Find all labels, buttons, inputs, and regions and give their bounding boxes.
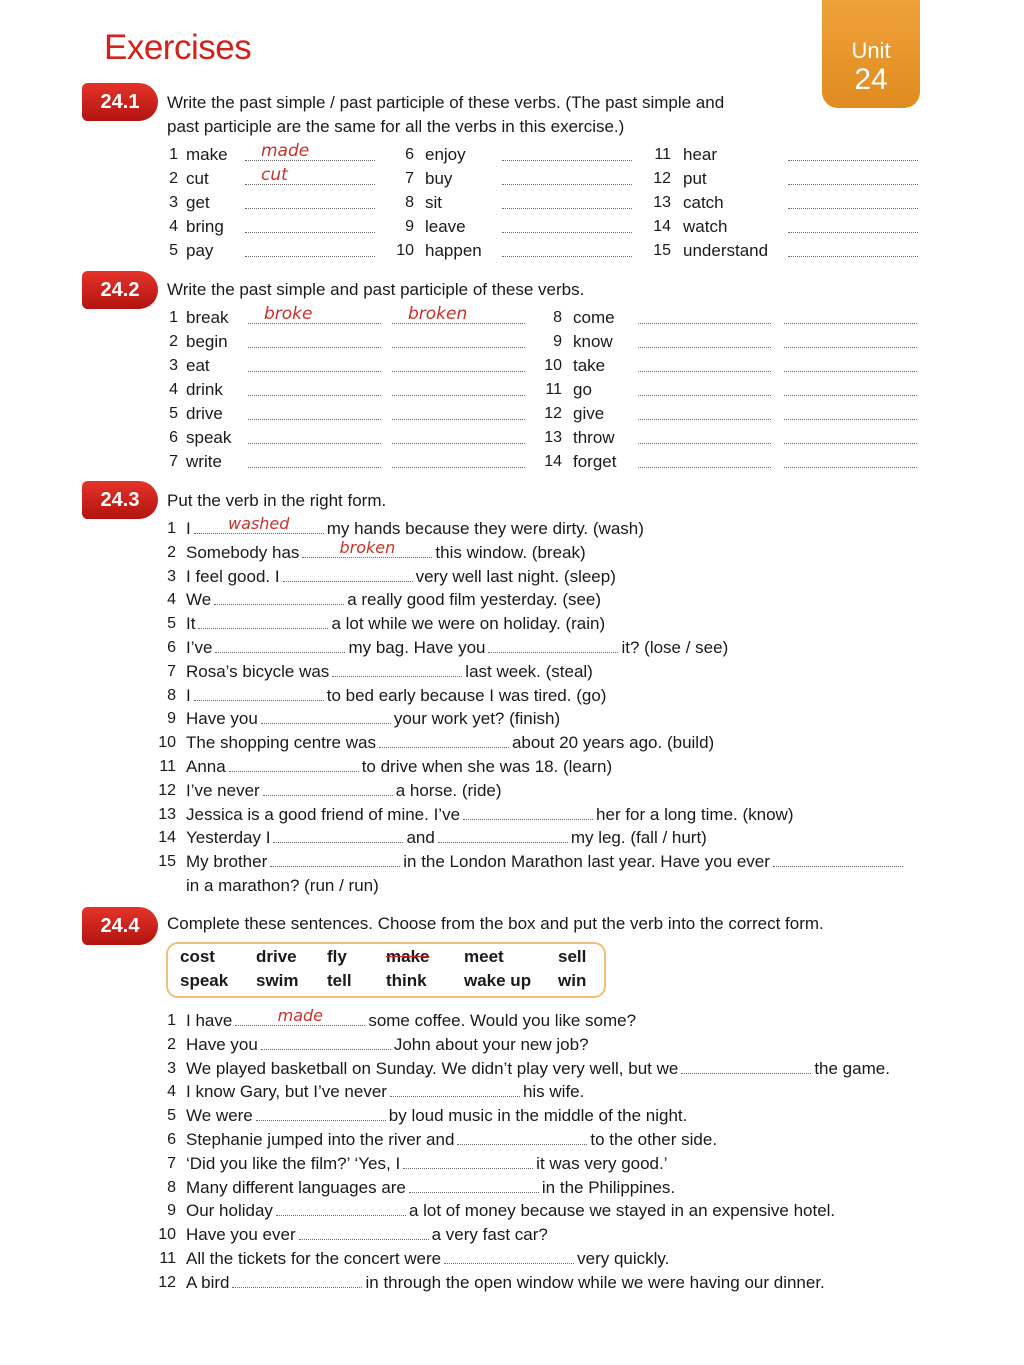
sentence <box>186 708 560 730</box>
sentence <box>186 613 605 635</box>
verb-label: pay <box>186 241 214 260</box>
sentence-text: my hands because they were dirty. (wash) <box>326 519 644 538</box>
sentence <box>186 589 601 611</box>
verb-label: come <box>573 308 615 327</box>
past-simple-blank[interactable] <box>638 443 771 444</box>
verb-label: drive <box>186 404 223 423</box>
sentence <box>186 827 707 849</box>
sentence-text: The shopping centre was <box>186 733 376 753</box>
answer-blank[interactable] <box>788 160 918 161</box>
past-simple-blank[interactable] <box>248 395 381 396</box>
sentence-text: Anna <box>186 757 226 776</box>
sentence-text: a lot while we were on holiday. (rain) <box>331 614 606 634</box>
answer-blank[interactable] <box>261 710 391 724</box>
verb-label: get <box>186 193 210 212</box>
item-number: 10 <box>396 242 414 259</box>
verb-label: hear <box>683 145 718 164</box>
handwritten-answer: broken <box>339 537 396 557</box>
item-number: 9 <box>553 333 562 350</box>
item-number: 12 <box>544 405 562 422</box>
unit-label: Unit <box>851 38 891 63</box>
sentence-text: very well last night. (sleep) <box>415 566 616 586</box>
box-word: tell <box>327 971 352 990</box>
sentence-text: Many different languages are <box>186 1177 406 1197</box>
verb-label: speak <box>186 428 232 447</box>
answer-blank[interactable] <box>215 639 345 653</box>
answer-blank[interactable] <box>194 687 324 701</box>
sentence-text: Our holiday <box>186 1201 273 1221</box>
answer-blank[interactable] <box>390 1083 520 1097</box>
sentence-text: in through the open window while we were having our dinner. <box>365 1272 825 1292</box>
answer-blank[interactable] <box>299 1226 429 1240</box>
answer-blank[interactable] <box>276 1202 406 1216</box>
past-participle-blank[interactable] <box>784 371 917 372</box>
verb-label: know <box>573 332 613 351</box>
sentence-text: I’ve <box>186 638 213 657</box>
sentence-text: a really good film yesterday. (see) <box>347 590 602 610</box>
sentence-text: Jessica is a good friend of mine. I’ve <box>186 804 461 824</box>
sentence-text: Yesterday I <box>186 828 271 848</box>
item-number: 10 <box>158 1226 176 1244</box>
verb-label: break <box>186 308 229 327</box>
sentence <box>186 732 714 754</box>
sentence-text: I <box>186 685 191 705</box>
item-number: 10 <box>544 357 562 374</box>
verb-label: sit <box>425 193 442 212</box>
answer-blank[interactable] <box>283 568 413 582</box>
answer-blank[interactable] <box>457 1131 587 1145</box>
sentence-text: last week. (steal) <box>465 661 593 681</box>
sentence-continuation: in a marathon? (run / run) <box>186 876 379 895</box>
sentence <box>186 1034 589 1056</box>
handwritten-answer: cut <box>261 165 288 185</box>
sentence <box>186 1200 835 1222</box>
item-number: 8 <box>553 309 562 326</box>
sentence-text: We were <box>186 1106 253 1126</box>
past-participle-blank[interactable] <box>392 395 525 396</box>
item-number: 1 <box>167 520 176 537</box>
box-word: meet <box>464 947 504 966</box>
item-number: 9 <box>405 218 414 235</box>
past-simple-blank[interactable] <box>248 443 381 444</box>
item-number: 8 <box>167 1178 176 1196</box>
sentence-text: I have <box>186 1011 233 1030</box>
sentence-text: All the tickets for the concert were <box>186 1249 442 1268</box>
verb-label: enjoy <box>425 145 466 164</box>
answer-blank[interactable] <box>235 1006 365 1026</box>
answer-blank[interactable] <box>788 232 918 233</box>
answer-blank[interactable] <box>245 256 375 257</box>
item-number: 2 <box>167 543 176 561</box>
answer-blank[interactable] <box>788 208 918 209</box>
answer-blank[interactable] <box>788 256 918 257</box>
sentence-text: my bag. Have you <box>348 638 486 657</box>
exercise-number-badge: 24.1 <box>82 83 158 121</box>
answer-blank[interactable] <box>379 734 509 748</box>
sentence-text: ‘Did you like the film?’ ‘Yes, I <box>186 1153 401 1173</box>
item-number: 11 <box>159 758 176 775</box>
item-number: 1 <box>167 1012 176 1029</box>
item-number: 2 <box>169 170 178 187</box>
answer-blank[interactable] <box>773 853 903 867</box>
item-number: 12 <box>158 1273 176 1291</box>
past-simple-blank[interactable] <box>638 395 771 396</box>
box-word: think <box>386 971 427 990</box>
past-participle-blank[interactable] <box>784 323 917 324</box>
past-simple-blank[interactable] <box>638 347 771 348</box>
item-number: 5 <box>167 615 176 633</box>
sentence <box>186 1177 675 1199</box>
sentence <box>186 1272 825 1294</box>
verb-label: eat <box>186 356 210 375</box>
sentence-text: a very fast car? <box>431 1225 548 1245</box>
sentence-text: We <box>186 590 212 610</box>
handwritten-answer: made <box>261 141 310 161</box>
sentence-text: about 20 years ago. (build) <box>511 733 715 753</box>
sentence-text: I feel good. I <box>186 566 280 586</box>
sentence-text: It <box>186 614 196 634</box>
item-number: 8 <box>405 194 414 211</box>
sentence <box>186 685 606 707</box>
past-participle-blank[interactable] <box>784 467 917 468</box>
answer-blank[interactable] <box>681 1060 811 1074</box>
item-number: 11 <box>159 1250 176 1267</box>
item-number: 9 <box>167 1202 176 1220</box>
verb-label: buy <box>425 169 453 188</box>
item-number: 3 <box>167 1059 176 1077</box>
sentence <box>186 1224 548 1246</box>
answer-blank[interactable] <box>232 1274 362 1288</box>
past-participle-blank[interactable] <box>392 443 525 444</box>
item-number: 11 <box>654 146 671 163</box>
sentence-text: by loud music in the middle of the night. <box>388 1106 688 1126</box>
item-number: 14 <box>653 218 671 235</box>
sentence <box>186 1129 717 1151</box>
sentence <box>186 1153 668 1175</box>
item-number: 6 <box>405 146 414 163</box>
sentence-text: your work yet? (finish) <box>393 709 561 729</box>
item-number: 15 <box>158 853 176 871</box>
item-number: 13 <box>158 805 176 823</box>
sentence-text: I know Gary, but I’ve never <box>186 1082 387 1102</box>
sentence-text: it? (lose / see) <box>621 638 729 657</box>
answer-blank[interactable] <box>332 663 462 677</box>
verb-label: make <box>186 145 228 164</box>
handwritten-answer: washed <box>228 514 290 533</box>
sentence-text: in the Philippines. <box>541 1177 676 1197</box>
item-number: 5 <box>169 405 178 422</box>
sentence-text: a horse. (ride) <box>395 780 502 800</box>
handwritten-answer: made <box>277 1006 323 1025</box>
sentence <box>186 1058 890 1080</box>
item-number: 13 <box>544 429 562 446</box>
answer-blank[interactable] <box>438 829 568 843</box>
verb-label: bring <box>186 217 224 236</box>
sentence <box>186 1081 584 1103</box>
sentence-text: I <box>186 519 191 538</box>
sentence-text: in the London Marathon last year. Have you ever <box>403 852 770 872</box>
box-word: sell <box>558 947 587 966</box>
item-number: 1 <box>169 146 178 163</box>
answer-blank[interactable] <box>194 514 324 534</box>
sentence <box>186 804 794 826</box>
sentence-text: Have you <box>186 1034 258 1054</box>
item-number: 7 <box>167 662 176 680</box>
past-simple-blank[interactable] <box>248 419 381 420</box>
past-simple-blank[interactable] <box>638 323 771 324</box>
sentence <box>186 851 906 873</box>
sentence-text: John about your new job? <box>393 1034 589 1054</box>
item-number: 12 <box>653 170 671 187</box>
verb-label: catch <box>683 193 724 212</box>
item-number: 10 <box>158 734 176 752</box>
verb-label: throw <box>573 428 615 447</box>
box-word: cost <box>180 947 215 966</box>
exercise-number-badge: 24.3 <box>82 481 158 519</box>
verb-label: drink <box>186 380 223 399</box>
sentence <box>186 637 728 659</box>
past-participle-blank[interactable] <box>392 467 525 468</box>
sentence-text: my leg. (fall / hurt) <box>570 828 707 848</box>
item-number: 11 <box>545 381 562 398</box>
answer-blank[interactable] <box>409 1179 539 1193</box>
item-number: 7 <box>405 170 414 187</box>
sentence-text: her for a long time. (know) <box>596 804 794 824</box>
verb-label: cut <box>186 169 209 188</box>
answer-blank[interactable] <box>261 1036 391 1050</box>
verb-label: put <box>683 169 707 188</box>
sentence-text: We played basketball on Sunday. We didn’t play very well, but we <box>186 1058 679 1078</box>
sentence-text: to drive when she was 18. (learn) <box>361 757 613 776</box>
answer-blank[interactable] <box>256 1107 386 1121</box>
sentence-text: Have you <box>186 709 258 729</box>
item-number: 3 <box>167 567 176 585</box>
sentence <box>186 1248 669 1270</box>
answer-blank[interactable] <box>463 806 593 820</box>
answer-blank[interactable] <box>263 782 393 796</box>
past-simple-blank[interactable] <box>638 467 771 468</box>
box-word: drive <box>256 947 297 966</box>
sentence <box>186 756 612 778</box>
exercise-instruction: Write the past simple and past participle of these verbs. <box>167 280 585 299</box>
verb-label: forget <box>573 452 617 471</box>
item-number: 3 <box>169 194 178 211</box>
verb-label: understand <box>683 241 769 260</box>
answer-blank[interactable] <box>245 208 375 209</box>
verb-label: take <box>573 356 606 375</box>
sentence-text: some coffee. Would you like some? <box>368 1011 637 1030</box>
box-word: wake up <box>464 971 532 990</box>
sentence <box>186 537 586 564</box>
sentence-text: and <box>406 828 435 848</box>
answer-blank[interactable] <box>198 615 328 629</box>
item-number: 14 <box>158 829 176 847</box>
sentence-text: I’ve never <box>186 780 260 800</box>
past-participle-blank[interactable] <box>392 347 525 348</box>
sentence-text: Somebody has <box>186 542 300 562</box>
answer-blank[interactable] <box>270 853 400 867</box>
sentence <box>186 514 644 540</box>
answer-blank[interactable] <box>502 208 632 209</box>
sentence <box>186 780 502 802</box>
sentence-text: a lot of money because we stayed in an expensive hotel. <box>408 1201 836 1221</box>
sentence-text: Stephanie jumped into the river and <box>186 1130 455 1149</box>
answer-blank[interactable] <box>214 591 344 605</box>
past-participle-blank[interactable] <box>784 347 917 348</box>
item-number: 6 <box>167 1131 176 1148</box>
item-number: 3 <box>169 357 178 374</box>
item-number: 4 <box>169 381 178 398</box>
item-number: 6 <box>167 639 176 656</box>
answer-blank[interactable] <box>502 184 632 185</box>
exercise-instruction: Put the verb in the right form. <box>167 491 387 510</box>
answer-blank[interactable] <box>502 232 632 233</box>
exercise-number-badge: 24.4 <box>82 907 158 945</box>
answer-blank[interactable] <box>273 829 403 843</box>
sentence-text: Have you ever <box>186 1225 296 1245</box>
item-number: 15 <box>653 242 671 259</box>
verb-label: leave <box>425 217 466 236</box>
exercise-instruction: Complete these sentences. Choose from the box and put the verb into the correct form. <box>167 914 824 933</box>
sentence-text: Rosa’s bicycle was <box>186 661 330 681</box>
past-participle-blank[interactable] <box>784 419 917 420</box>
answer-blank[interactable] <box>302 537 432 558</box>
answer-blank[interactable] <box>444 1250 574 1264</box>
answer-blank[interactable] <box>502 256 632 257</box>
page-title: Exercises <box>104 28 252 67</box>
verb-label: go <box>573 380 592 399</box>
sentence <box>186 661 593 683</box>
answer-blank[interactable] <box>245 232 375 233</box>
sentence-text: A bird <box>186 1272 230 1292</box>
verb-label: write <box>186 452 222 471</box>
sentence <box>186 1006 637 1032</box>
past-simple-blank[interactable] <box>248 371 381 372</box>
past-simple-blank[interactable] <box>248 467 381 468</box>
sentence-text: it was very good.’ <box>536 1153 668 1173</box>
sentence <box>186 566 616 588</box>
box-word: make <box>386 947 430 966</box>
answer-blank[interactable] <box>502 160 632 161</box>
item-number: 5 <box>169 242 178 259</box>
item-number: 2 <box>167 1035 176 1053</box>
item-number: 12 <box>158 781 176 799</box>
sentence-text: to the other side. <box>590 1130 718 1149</box>
sentence-text: to bed early because I was tired. (go) <box>326 685 607 705</box>
item-number: 13 <box>653 194 671 211</box>
item-number: 7 <box>169 453 178 470</box>
unit-tab <box>822 0 920 108</box>
item-number: 9 <box>167 710 176 728</box>
box-word: win <box>558 971 587 990</box>
box-word: fly <box>327 947 347 966</box>
verb-label: watch <box>683 217 728 236</box>
exercise-instruction: past participle are the same for all the verbs in this exercise.) <box>167 117 625 136</box>
sentence-text: the game. <box>814 1058 890 1078</box>
item-number: 4 <box>167 591 176 609</box>
item-number: 1 <box>169 309 178 326</box>
item-number: 4 <box>169 218 178 235</box>
answer-blank[interactable] <box>788 184 918 185</box>
past-participle-blank[interactable] <box>392 419 525 420</box>
exercise-number-badge: 24.2 <box>82 271 158 309</box>
sentence <box>186 1105 687 1127</box>
sentence-text: very quickly. <box>577 1249 670 1268</box>
handwritten-answer: broken <box>408 304 468 324</box>
sentence-text: this window. (break) <box>435 542 586 562</box>
box-word: speak <box>180 971 229 990</box>
sentence-text: his wife. <box>522 1082 585 1102</box>
item-number: 2 <box>169 333 178 350</box>
answer-blank[interactable] <box>488 639 618 653</box>
item-number: 5 <box>167 1107 176 1125</box>
past-participle-blank[interactable] <box>784 395 917 396</box>
item-number: 8 <box>167 686 176 704</box>
box-word: swim <box>256 971 299 990</box>
unit-number: 24 <box>854 63 888 96</box>
verb-label: happen <box>425 241 482 260</box>
item-number: 14 <box>544 453 562 470</box>
item-number: 6 <box>169 429 178 446</box>
verb-label: begin <box>186 332 228 351</box>
answer-blank[interactable] <box>403 1155 533 1169</box>
item-number: 7 <box>167 1154 176 1172</box>
exercise-instruction: Write the past simple / past participle of these verbs. (The past simple and <box>167 93 725 112</box>
sentence-text: My brother <box>186 852 268 872</box>
item-number: 4 <box>167 1083 176 1101</box>
handwritten-answer: broke <box>264 304 313 324</box>
past-simple-blank[interactable] <box>638 371 771 372</box>
past-simple-blank[interactable] <box>638 419 771 420</box>
past-participle-blank[interactable] <box>392 371 525 372</box>
past-simple-blank[interactable] <box>248 347 381 348</box>
past-participle-blank[interactable] <box>784 443 917 444</box>
answer-blank[interactable] <box>229 758 359 772</box>
verb-label: give <box>573 404 605 423</box>
